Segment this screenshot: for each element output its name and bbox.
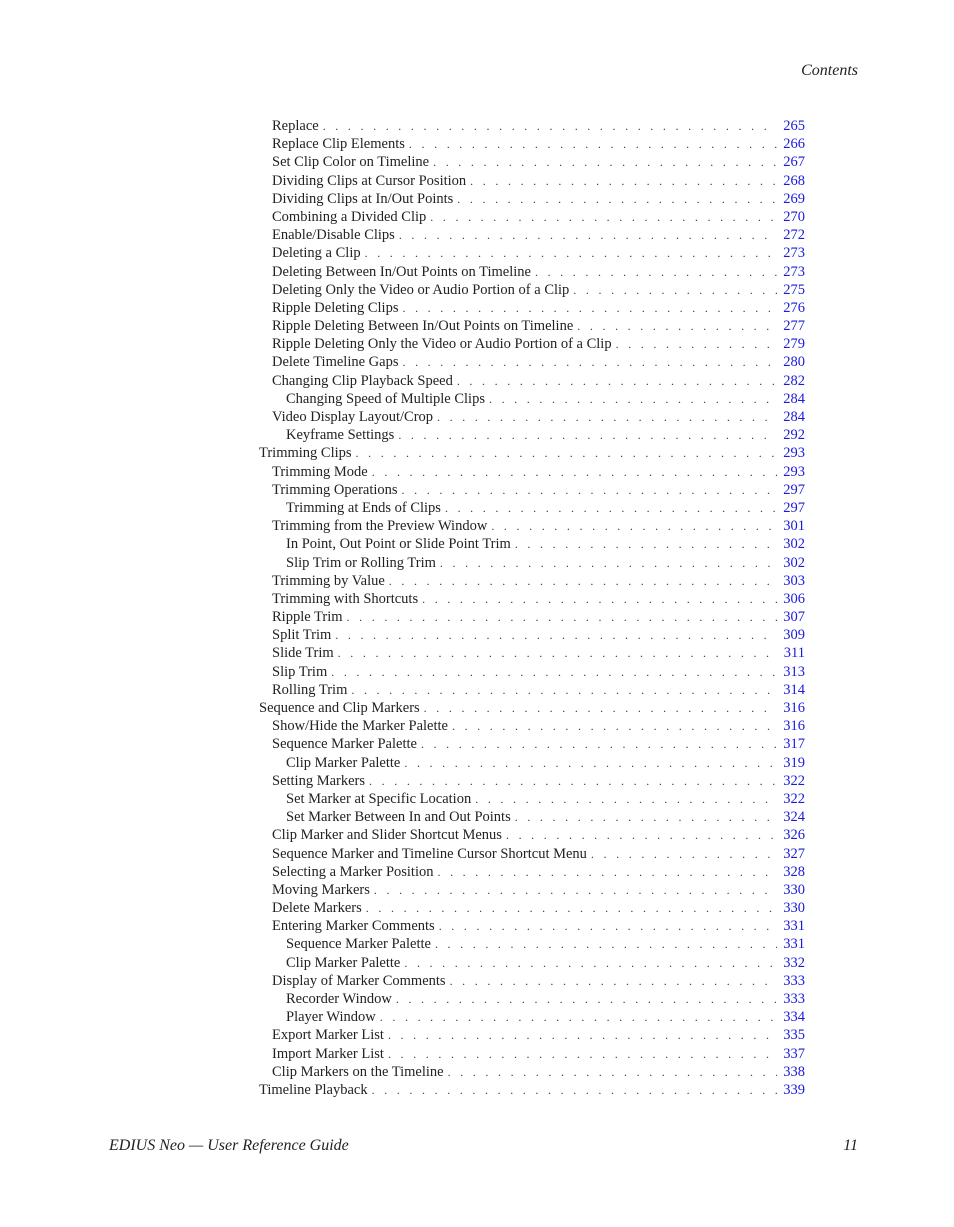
toc-dot-leader xyxy=(372,1081,777,1099)
toc-page-link[interactable]: 338 xyxy=(783,1063,805,1080)
toc-entry-label: Trimming by Value xyxy=(272,572,385,589)
toc-entry-label: Ripple Deleting Clips xyxy=(272,299,399,316)
toc-page-link[interactable]: 297 xyxy=(783,481,805,498)
toc-dot-leader xyxy=(398,426,777,444)
footer-page-number: 11 xyxy=(843,1137,858,1154)
toc-dot-leader xyxy=(374,881,777,899)
toc-page-link[interactable]: 284 xyxy=(783,409,805,425)
toc-page-link[interactable]: 280 xyxy=(783,354,805,371)
toc-dot-leader xyxy=(422,590,777,608)
toc-page-link[interactable]: 293 xyxy=(783,445,805,462)
toc-dot-leader xyxy=(366,899,777,917)
toc-entry[interactable] xyxy=(259,390,805,408)
toc-entry-label: Delete Timeline Gaps xyxy=(272,354,399,371)
toc-page-link[interactable]: 292 xyxy=(783,427,805,444)
toc-entry-label: Slip Trim xyxy=(272,663,328,680)
toc-dot-leader xyxy=(591,845,777,863)
toc-page-link[interactable]: 331 xyxy=(783,936,805,953)
toc-dot-leader xyxy=(535,263,777,281)
toc-dot-leader xyxy=(577,317,777,335)
toc-entry[interactable] xyxy=(259,263,805,281)
toc-entry[interactable] xyxy=(259,208,805,226)
toc-page-link[interactable]: 301 xyxy=(783,518,805,535)
toc-dot-leader xyxy=(404,954,777,972)
running-header: Contents xyxy=(801,62,858,79)
toc-entry-label: Delete Markers xyxy=(272,900,362,917)
toc-entry-label: Player Window xyxy=(286,1009,376,1026)
toc-entry[interactable] xyxy=(259,426,805,444)
toc-entry-label: Replace xyxy=(272,118,319,134)
toc-entry-label: Dividing Clips at Cursor Position xyxy=(272,172,467,189)
toc-page-link[interactable]: 293 xyxy=(783,463,805,480)
toc-entry-label: Clip Marker Palette xyxy=(286,954,401,971)
toc-page-link[interactable]: 322 xyxy=(783,772,805,789)
toc-page-link[interactable]: 270 xyxy=(783,208,805,225)
toc-entry[interactable] xyxy=(259,917,805,935)
toc-dot-leader xyxy=(470,172,777,190)
toc-dot-leader xyxy=(380,1008,777,1026)
toc-entry[interactable] xyxy=(259,554,805,572)
toc-entry[interactable] xyxy=(259,1008,805,1026)
toc-entry[interactable] xyxy=(259,335,805,353)
toc-entry[interactable] xyxy=(259,972,805,990)
toc-entry[interactable] xyxy=(259,172,805,190)
toc-page-link[interactable]: 276 xyxy=(783,299,805,316)
toc-entry[interactable] xyxy=(259,499,805,517)
toc-entry-label: Keyframe Settings xyxy=(286,427,395,444)
toc-entry[interactable] xyxy=(259,408,805,426)
toc-entry-label: Changing Speed of Multiple Clips xyxy=(286,390,485,407)
toc-page-link[interactable]: 265 xyxy=(783,118,805,134)
toc-entry-label: In Point, Out Point or Slide Point Trim xyxy=(286,536,511,553)
toc-entry-label: Rolling Trim xyxy=(272,681,348,698)
toc-dot-leader xyxy=(489,390,777,408)
toc-entry-label: Show/Hide the Marker Palette xyxy=(272,718,448,735)
toc-entry[interactable] xyxy=(259,299,805,317)
toc-entry[interactable] xyxy=(259,517,805,535)
toc-entry[interactable] xyxy=(259,954,805,972)
toc-page-link[interactable]: 317 xyxy=(783,736,805,753)
toc-page-link[interactable]: 333 xyxy=(783,991,805,1007)
toc-entry-label: Slide Trim xyxy=(272,645,334,662)
toc-entry[interactable] xyxy=(259,808,805,826)
toc-entry[interactable] xyxy=(259,481,805,499)
toc-entry-label: Clip Markers on the Timeline xyxy=(272,1063,444,1080)
toc-page-link[interactable]: 269 xyxy=(783,190,805,207)
toc-entry[interactable] xyxy=(259,790,805,808)
toc-page-link[interactable]: 306 xyxy=(783,590,805,607)
toc-dot-leader xyxy=(402,353,777,371)
toc-entry[interactable] xyxy=(259,681,805,699)
toc-entry[interactable] xyxy=(259,590,805,608)
toc-page-link[interactable]: 326 xyxy=(783,827,805,844)
toc-entry[interactable] xyxy=(259,1026,805,1044)
toc-dot-leader xyxy=(404,754,777,772)
toc-page-link[interactable]: 322 xyxy=(783,790,805,807)
toc-entry[interactable] xyxy=(259,1045,805,1063)
toc-page-link[interactable]: 316 xyxy=(783,700,805,716)
toc-dot-leader xyxy=(448,1063,777,1081)
toc-entry[interactable] xyxy=(259,572,805,590)
toc-entry[interactable] xyxy=(259,135,805,153)
toc-page-link[interactable]: 273 xyxy=(783,263,805,280)
toc-dot-leader xyxy=(389,572,777,590)
toc-entry-label: Selecting a Marker Position xyxy=(272,863,434,880)
toc-dot-leader xyxy=(475,790,777,808)
toc-entry-label: Sequence Marker and Timeline Cursor Shortcut Menu xyxy=(272,845,587,862)
toc-dot-leader xyxy=(440,554,777,572)
toc-entry-label: Setting Markers xyxy=(272,772,366,789)
toc-entry-label: Trimming at Ends of Clips xyxy=(286,499,441,516)
toc-dot-leader xyxy=(616,335,777,353)
toc-page-link[interactable]: 319 xyxy=(783,754,805,771)
toc-page-link[interactable]: 267 xyxy=(783,154,805,171)
toc-page-link[interactable]: 311 xyxy=(783,645,805,662)
toc-page-link[interactable]: 273 xyxy=(783,245,805,262)
toc-entry-label: Trimming Operations xyxy=(272,481,398,498)
toc-entry-label: Trimming Clips xyxy=(259,445,352,462)
toc-page-link[interactable]: 309 xyxy=(783,627,805,644)
toc-entry[interactable] xyxy=(259,735,805,753)
toc-page-link[interactable]: 272 xyxy=(783,227,805,244)
toc-dot-leader xyxy=(335,626,777,644)
toc-page-link[interactable]: 339 xyxy=(783,1081,805,1098)
toc-entry[interactable] xyxy=(259,190,805,208)
toc-entry-label: Recorder Window xyxy=(286,991,392,1007)
toc-entry-label: Clip Marker and Slider Shortcut Menus xyxy=(272,827,502,844)
toc-entry-label: Moving Markers xyxy=(272,881,370,898)
toc-dot-leader xyxy=(445,499,777,517)
toc-page-link[interactable]: 331 xyxy=(783,918,805,935)
toc-page-link[interactable]: 268 xyxy=(783,172,805,189)
toc-entry-label: Deleting a Clip xyxy=(272,245,361,262)
toc-dot-leader xyxy=(452,717,777,735)
toc-entry[interactable] xyxy=(259,754,805,772)
toc-page-link[interactable]: 333 xyxy=(783,972,805,989)
toc-entry[interactable] xyxy=(259,117,805,135)
toc-entry-label: Display of Marker Comments xyxy=(272,972,446,989)
toc-dot-leader xyxy=(424,699,777,717)
toc-entry[interactable] xyxy=(259,153,805,171)
toc-dot-leader xyxy=(409,135,777,153)
toc-page-link[interactable]: 277 xyxy=(783,318,805,335)
footer-guide-title: EDIUS Neo — User Reference Guide xyxy=(109,1137,349,1154)
toc-entry-label: Sequence Marker Palette xyxy=(286,936,431,953)
toc-entry[interactable] xyxy=(259,444,805,462)
toc-entry-label: Ripple Deleting Between In/Out Points on Timeline xyxy=(272,318,574,335)
toc-entry-label: Ripple Trim xyxy=(272,609,343,626)
toc-entry-label: Set Marker Between In and Out Points xyxy=(286,809,511,826)
toc-dot-leader xyxy=(450,972,777,990)
toc-dot-leader xyxy=(506,826,777,844)
toc-entry[interactable] xyxy=(259,317,805,335)
toc-dot-leader xyxy=(399,226,777,244)
toc-entry[interactable] xyxy=(259,644,805,662)
toc-dot-leader xyxy=(430,208,777,226)
toc-entry[interactable] xyxy=(259,772,805,790)
toc-entry-label: Timeline Playback xyxy=(259,1081,368,1098)
toc-entry[interactable] xyxy=(259,535,805,553)
toc-entry[interactable] xyxy=(259,281,805,299)
toc-entry[interactable] xyxy=(259,990,805,1008)
toc-page-link[interactable]: 327 xyxy=(783,845,805,862)
toc-entry[interactable] xyxy=(259,372,805,390)
toc-entry-label: Set Clip Color on Timeline xyxy=(272,154,430,171)
toc-page-link[interactable]: 303 xyxy=(783,572,805,589)
toc-page-link[interactable]: 332 xyxy=(783,954,805,971)
toc-page-link[interactable]: 266 xyxy=(783,136,805,153)
toc-dot-leader xyxy=(331,663,777,681)
toc-entry[interactable] xyxy=(259,226,805,244)
toc-dot-leader xyxy=(437,408,777,426)
toc-dot-leader xyxy=(388,1026,777,1044)
toc-dot-leader xyxy=(457,372,777,390)
toc-entry-label: Entering Marker Comments xyxy=(272,918,435,935)
toc-entry-label: Video Display Layout/Crop xyxy=(272,409,434,425)
toc-entry-label: Trimming Mode xyxy=(272,463,368,480)
toc-entry[interactable] xyxy=(259,608,805,626)
toc-entry-label: Deleting Between In/Out Points on Timeline xyxy=(272,263,531,280)
toc-dot-leader xyxy=(323,117,777,135)
toc-dot-leader xyxy=(421,735,777,753)
toc-entry-label: Dividing Clips at In/Out Points xyxy=(272,190,454,207)
toc-dot-leader xyxy=(347,608,777,626)
toc-entry-label: Enable/Disable Clips xyxy=(272,227,395,244)
toc-dot-leader xyxy=(396,990,777,1008)
toc-page-link[interactable]: 334 xyxy=(783,1009,805,1026)
toc-dot-leader xyxy=(573,281,777,299)
toc-dot-leader xyxy=(372,463,777,481)
toc-dot-leader xyxy=(435,935,777,953)
toc-dot-leader xyxy=(369,772,777,790)
toc-dot-leader xyxy=(491,517,777,535)
toc-page-link[interactable]: 337 xyxy=(783,1045,805,1062)
toc-entry-label: Changing Clip Playback Speed xyxy=(272,372,453,389)
toc-entry-label: Trimming with Shortcuts xyxy=(272,590,419,607)
toc-dot-leader xyxy=(402,481,777,499)
toc-entry[interactable] xyxy=(259,717,805,735)
toc-entry-label: Slip Trim or Rolling Trim xyxy=(286,554,436,571)
toc-page-link[interactable]: 313 xyxy=(783,663,805,680)
toc-entry[interactable] xyxy=(259,626,805,644)
toc-dot-leader xyxy=(388,1045,777,1063)
toc-dot-leader xyxy=(515,535,777,553)
toc-entry[interactable] xyxy=(259,826,805,844)
toc-dot-leader xyxy=(356,444,777,462)
toc-dot-leader xyxy=(437,863,777,881)
toc-page-link[interactable]: 284 xyxy=(783,390,805,407)
toc-entry[interactable] xyxy=(259,244,805,262)
toc-entry-label: Deleting Only the Video or Audio Portion of a Clip xyxy=(272,281,570,298)
toc-page-link[interactable]: 324 xyxy=(783,809,805,826)
toc-dot-leader xyxy=(338,644,777,662)
toc-page-link[interactable]: 282 xyxy=(783,372,805,389)
toc-entry[interactable] xyxy=(259,1063,805,1081)
toc-page-link[interactable]: 330 xyxy=(783,900,805,917)
toc-entry-label: Export Marker List xyxy=(272,1027,384,1044)
toc-entry[interactable] xyxy=(259,881,805,899)
toc-entry-label: Sequence Marker Palette xyxy=(272,736,417,753)
toc-entry[interactable] xyxy=(259,845,805,863)
toc-page-link[interactable]: 335 xyxy=(783,1027,805,1044)
toc-dot-leader xyxy=(433,153,777,171)
toc-page-link[interactable]: 275 xyxy=(783,281,805,298)
toc-dot-leader xyxy=(515,808,777,826)
toc-entry-label: Clip Marker Palette xyxy=(286,754,401,771)
toc-page-link[interactable]: 330 xyxy=(783,881,805,898)
toc-dot-leader xyxy=(457,190,777,208)
toc-entry-label: Set Marker at Specific Location xyxy=(286,790,472,807)
toc-dot-leader xyxy=(402,299,777,317)
toc-page-link[interactable]: 302 xyxy=(783,536,805,553)
toc-entry[interactable] xyxy=(259,863,805,881)
toc-page-link[interactable]: 328 xyxy=(783,863,805,880)
table-of-contents xyxy=(259,117,805,1099)
toc-entry-label: Import Marker List xyxy=(272,1045,384,1062)
toc-entry[interactable] xyxy=(259,663,805,681)
toc-entry[interactable] xyxy=(259,899,805,917)
toc-entry[interactable] xyxy=(259,699,805,717)
toc-entry-label: Combining a Divided Clip xyxy=(272,208,427,225)
toc-dot-leader xyxy=(351,681,777,699)
toc-entry-label: Split Trim xyxy=(272,627,332,644)
toc-page-link[interactable]: 302 xyxy=(783,554,805,571)
toc-entry-label: Ripple Deleting Only the Video or Audio Portion of a Clip xyxy=(272,336,612,353)
toc-dot-leader xyxy=(365,244,777,262)
toc-entry[interactable] xyxy=(259,935,805,953)
toc-page-link[interactable]: 314 xyxy=(783,681,805,698)
toc-page-link[interactable]: 279 xyxy=(783,336,805,353)
toc-page-link[interactable]: 307 xyxy=(783,609,805,626)
toc-entry-label: Trimming from the Preview Window xyxy=(272,518,488,535)
toc-page-link[interactable]: 316 xyxy=(783,718,805,735)
toc-entry[interactable] xyxy=(259,353,805,371)
toc-dot-leader xyxy=(439,917,777,935)
toc-page-link[interactable]: 297 xyxy=(783,499,805,516)
toc-entry[interactable] xyxy=(259,463,805,481)
toc-entry[interactable] xyxy=(259,1081,805,1099)
toc-entry-label: Sequence and Clip Markers xyxy=(259,700,420,716)
toc-entry-label: Replace Clip Elements xyxy=(272,136,405,153)
